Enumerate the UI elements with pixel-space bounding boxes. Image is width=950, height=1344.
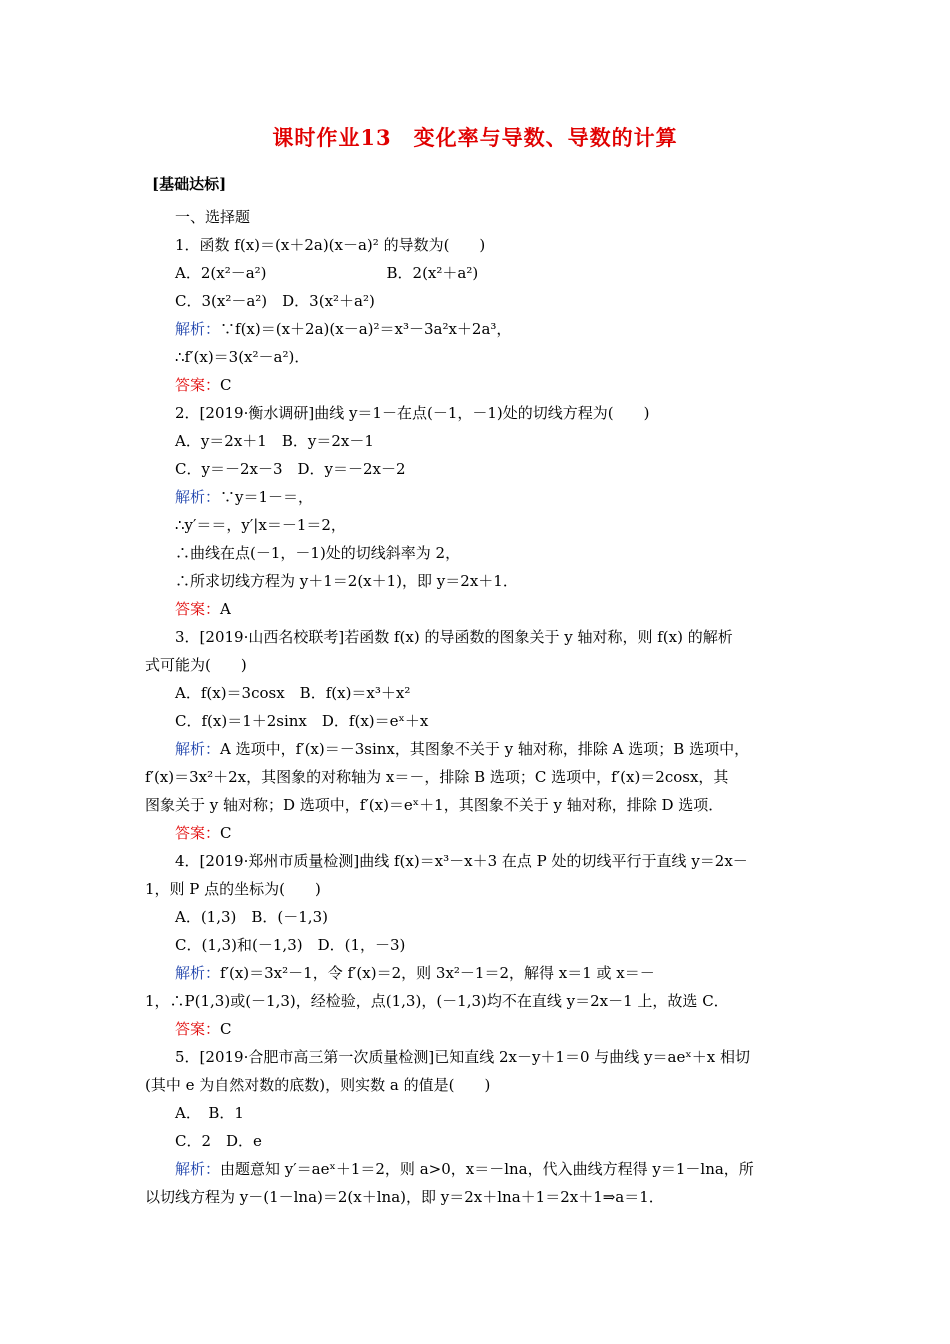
line-text: f′(x)＝3x²＋2x，其图象的对称轴为 x＝－，排除 B 选项；C 选项中，f′(x)＝2cosx，其	[145, 768, 729, 786]
line-text: 以切线方程为 y－(1－lna)＝2(x＋lna)，即 y＝2x＋lna＋1＝2x＋1⇒a＝1．	[145, 1188, 664, 1206]
text-line	[0, 231, 950, 259]
line-text: ∴y′＝＝，y′|x＝－1＝2，	[175, 516, 346, 534]
line-text: A	[220, 600, 231, 618]
line-text: A．y＝2x＋1 B．y＝2x－1	[175, 432, 374, 450]
line-text: C	[220, 1020, 232, 1038]
text-line	[0, 1127, 950, 1155]
text-line	[0, 371, 950, 399]
text-line	[0, 595, 950, 623]
line-text: C．(1,3)和(－1,3) D．(1，－3)	[175, 936, 406, 954]
text-line	[0, 875, 950, 903]
text-line	[0, 1183, 950, 1211]
text-line	[0, 567, 950, 595]
line-text: C	[220, 824, 232, 842]
line-text: ∴f′(x)＝3(x²－a²)．	[175, 348, 310, 366]
line-text: ∴曲线在点(－1，－1)处的切线斜率为 2，	[175, 544, 461, 562]
page-title: 课时作业13 变化率与导数、导数的计算	[272, 125, 678, 150]
text-line	[0, 343, 950, 371]
line-text: 图象关于 y 轴对称；D 选项中，f′(x)＝eˣ＋1，其图象不关于 y 轴对称，排除 D 选项．	[145, 796, 724, 814]
analysis-label: 解析：	[175, 964, 221, 982]
line-text: A 选项中，f′(x)＝－3sinx，其图象不关于 y 轴对称，排除 A 选项；B 选项中，	[220, 740, 750, 758]
text-line	[0, 399, 950, 427]
line-text: (其中 e 为自然对数的底数)，则实数 a 的值是( )	[145, 1076, 491, 1094]
text-line	[0, 315, 950, 343]
section-heading: [基础达标]	[152, 175, 227, 193]
answer-label: 答案：	[175, 376, 221, 394]
text-line	[0, 483, 950, 511]
answer-label: 答案：	[175, 1020, 221, 1038]
line-text: ∵y＝1－＝，	[220, 488, 314, 506]
line-text: A． B．1	[175, 1104, 244, 1122]
analysis-label: 解析：	[175, 488, 221, 506]
text-line	[0, 987, 950, 1015]
text-line	[0, 259, 950, 287]
text-line	[0, 455, 950, 483]
line-text: 由题意知 y′＝aeˣ＋1＝2，则 a>0，x＝－lna，代入曲线方程得 y＝1－lna，所	[220, 1160, 754, 1178]
text-line	[0, 1071, 950, 1099]
line-text: C	[220, 376, 232, 394]
analysis-label: 解析：	[175, 320, 221, 338]
line-text: 4．[2019·郑州市质量检测]曲线 f(x)＝x³－x＋3 在点 P 处的切线平行于直线 y＝2x－	[175, 852, 748, 870]
line-text: 3．[2019·山西名校联考]若函数 f(x) 的导函数的图象关于 y 轴对称，则 f(x) 的解析	[175, 628, 733, 646]
analysis-label: 解析：	[175, 1160, 221, 1178]
line-text: A．2(x²－a²) B．2(x²＋a²)	[175, 264, 479, 282]
line-text: 式可能为( )	[145, 656, 247, 674]
text-line	[0, 1099, 950, 1127]
document-body	[0, 203, 950, 1211]
line-text: C．f(x)＝1＋2sinx D．f(x)＝eˣ＋x	[175, 712, 429, 730]
text-line	[0, 847, 950, 875]
text-line	[0, 1155, 950, 1183]
line-text: 1，∴P(1,3)或(－1,3)，经检验，点(1,3)，(－1,3)均不在直线 y＝2x－1 上，故选 C．	[145, 992, 729, 1010]
line-text: C．3(x²－a²) D．3(x²＋a²)	[175, 292, 375, 310]
text-line	[0, 203, 950, 231]
line-text: 1．函数 f(x)＝(x＋2a)(x－a)² 的导数为( )	[175, 236, 486, 254]
line-text: 5．[2019·合肥市高三第一次质量检测]已知直线 2x－y＋1＝0 与曲线 y＝aeˣ＋x 相切	[175, 1048, 750, 1066]
text-line	[0, 651, 950, 679]
text-line	[0, 679, 950, 707]
text-line	[0, 735, 950, 763]
text-line	[0, 707, 950, 735]
text-line	[0, 287, 950, 315]
line-text: C．2 D．e	[175, 1132, 262, 1150]
line-text: A．f(x)＝3cosx B．f(x)＝x³＋x²	[175, 684, 411, 702]
text-line	[0, 539, 950, 567]
line-text: ∵f(x)＝(x＋2a)(x－a)²＝x³－3a²x＋2a³，	[220, 320, 512, 338]
line-text: f′(x)＝3x²－1，令 f′(x)＝2，则 3x²－1＝2，解得 x＝1 或 x＝－	[220, 964, 655, 982]
text-line	[0, 791, 950, 819]
text-line	[0, 763, 950, 791]
text-line	[0, 427, 950, 455]
text-line	[0, 819, 950, 847]
text-line	[0, 903, 950, 931]
line-text: 一、选择题	[175, 208, 251, 226]
line-text: 2．[2019·衡水调研]曲线 y＝1－在点(－1，－1)处的切线方程为( )	[175, 404, 650, 422]
text-line	[0, 1015, 950, 1043]
text-line	[0, 959, 950, 987]
text-line	[0, 511, 950, 539]
line-text: A．(1,3) B．(－1,3)	[175, 908, 328, 926]
text-line	[0, 623, 950, 651]
line-text: C．y＝－2x－3 D．y＝－2x－2	[175, 460, 406, 478]
analysis-label: 解析：	[175, 740, 221, 758]
answer-label: 答案：	[175, 824, 221, 842]
line-text: ∴所求切线方程为 y＋1＝2(x＋1)，即 y＝2x＋1．	[175, 572, 518, 590]
text-line	[0, 1043, 950, 1071]
text-line	[0, 931, 950, 959]
answer-label: 答案：	[175, 600, 221, 618]
line-text: 1，则 P 点的坐标为( )	[145, 880, 321, 898]
